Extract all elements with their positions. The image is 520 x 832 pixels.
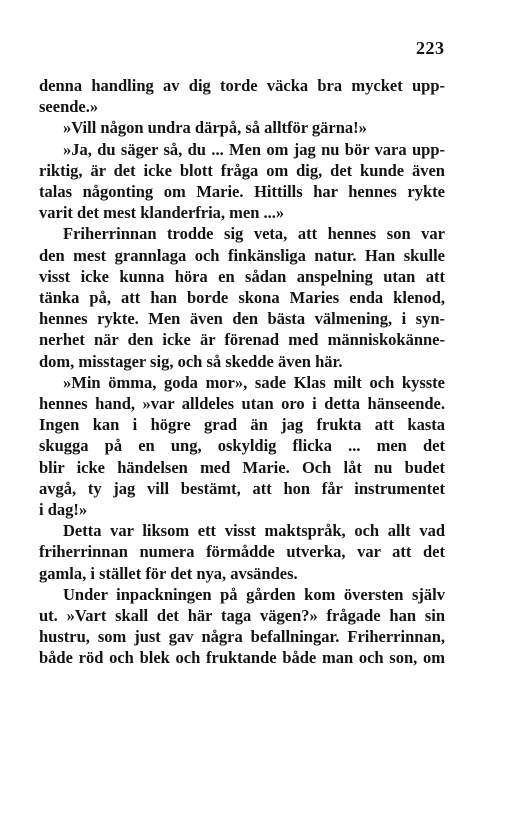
text-line: »Ja, du säger så, du ... Men om jag nu bör vara upp- [63,139,445,159]
text-line: Ingen kan i högre grad än jag frukta att kasta [39,415,445,435]
paragraph [39,117,445,138]
text-line: visst icke kunna höra en sådan anspelning utan att [39,266,445,286]
text-line: dom, misstager sig, och så skedde även här. [39,351,343,371]
text-line: hennes rykte. Men även den bästa välmening, i syn- [39,309,445,329]
paragraph [39,520,445,584]
paragraph [39,139,445,224]
text-line: seende.» [39,97,99,117]
text-line: »Min ömma, goda mor», sade Klas milt och kysste [63,372,445,392]
text-line: ut. »Vart skall det här taga vägen?» frågade han sin [39,606,445,626]
paragraph [39,75,445,117]
text-line: varit det mest klanderfria, men ...» [39,203,285,223]
text-line: nerhet när den icke är förenad med människokänne- [39,330,445,350]
text-line: hennes hand, »var alldeles utan oro i detta hänseende. [39,394,445,414]
text-line: skugga på en ung, oskyldig flicka ... men det [39,436,445,456]
text-line: i dag!» [39,500,88,520]
body-text [39,75,445,669]
paragraph [39,372,445,520]
text-line: Friherrinnan trodde sig veta, att hennes son var [63,224,445,244]
text-line: gamla, i stället för det nya, avsändes. [39,563,298,583]
text-line: riktig, är det icke blott fråga om dig, det kunde även [39,160,445,180]
text-line: avgå, ty jag vill bestämt, att hon får instrumentet [39,478,445,498]
text-line: friherrinnan numera förmådde utverka, var att det [39,542,445,562]
page-number: 223 [416,38,445,58]
text-line: hustru, som just gav några befallningar. Friherrinnan, [39,627,445,647]
paragraph [39,584,445,669]
text-line: tänka på, att han borde skona Maries enda klenod, [39,288,445,308]
text-line: Under inpackningen på gården kom översten själv [63,584,445,604]
text-line: blir icke händelsen med Marie. Och låt nu budet [39,457,445,477]
text-line: både röd och blek och fruktande både man och son, om [39,648,445,668]
text-line: Detta var liksom ett visst maktspråk, och allt vad [63,521,445,541]
text-line: den mest grannlaga och finkänsliga natur. Han skulle [39,245,445,265]
text-line: »Vill någon undra därpå, så alltför gärna!» [63,118,367,138]
text-line: denna handling av dig torde väcka bra mycket upp- [39,76,445,95]
text-line: talas någonting om Marie. Hittills har hennes rykte [39,182,445,202]
paragraph [39,223,445,371]
